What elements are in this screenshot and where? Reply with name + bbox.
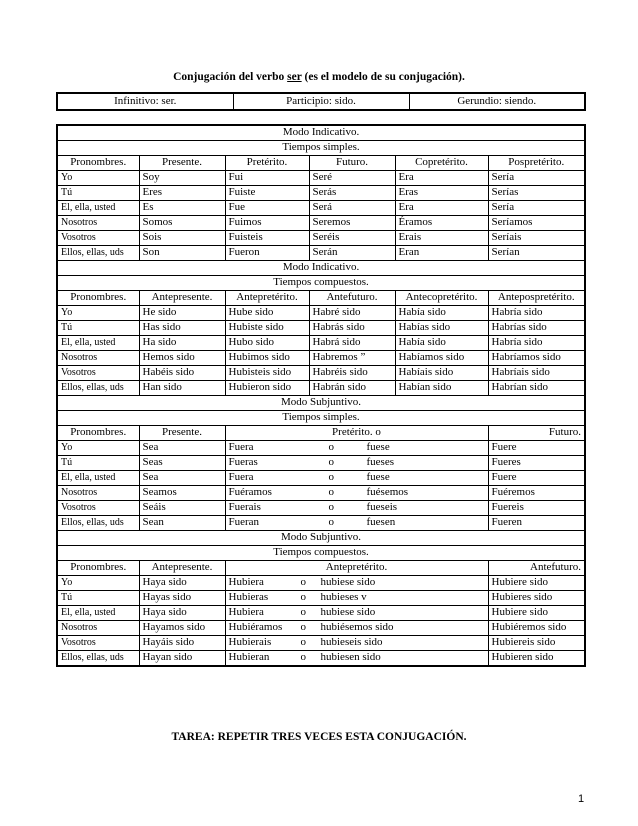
pronoun-cell: Nosotros: [57, 486, 139, 501]
conjugation-cell: Has sido: [139, 321, 225, 336]
tense-row: [57, 411, 585, 426]
conjugation-cell: Hubiste sido: [225, 321, 309, 336]
table-row: [57, 471, 585, 486]
preterito-cell: [225, 621, 488, 636]
pronoun-cell: El, ella, usted: [57, 471, 139, 486]
conjugation-cell: Hayas sido: [139, 591, 225, 606]
conjugation-cell: Fueres: [488, 456, 585, 471]
pronoun-cell: Yo: [57, 306, 139, 321]
column-header: Presente.: [139, 156, 225, 171]
table-row: [57, 516, 585, 531]
table-row: [57, 606, 585, 621]
preterito-cell: [225, 501, 488, 516]
conjugation-cell: Hubieron sido: [225, 381, 309, 396]
mode-label: Modo Indicativo.: [57, 125, 585, 141]
conjugation-cell: Hubisteis sido: [225, 366, 309, 381]
conjugation-cell: Será: [309, 201, 395, 216]
preterito-form-b: fueseis: [366, 501, 398, 514]
preterito-form-b: fueses: [366, 456, 394, 469]
page-number: 1: [578, 793, 585, 805]
preterito-form-a: Fuera: [228, 441, 254, 454]
preterito-form-b: hubiésemos sido: [320, 621, 394, 634]
column-header: Pretérito.: [225, 156, 309, 171]
pronoun-cell: Vosotros: [57, 636, 139, 651]
preterito-form-a: Fuerais: [228, 501, 261, 514]
conjugation-cell: Serás: [309, 186, 395, 201]
preterito-cell: [225, 651, 488, 667]
table-row: [57, 651, 585, 667]
preterito-cell: [225, 606, 488, 621]
table-row: [57, 216, 585, 231]
table-row: [57, 186, 585, 201]
preterito-conjunction: o: [300, 651, 306, 664]
preterito-form-b: hubiesen sido: [320, 651, 381, 664]
column-header: Pronombres.: [57, 291, 139, 306]
preterito-cell: [225, 441, 488, 456]
conjugation-cell: Éramos: [395, 216, 488, 231]
conjugation-cell: He sido: [139, 306, 225, 321]
conjugation-cell: Habíamos sido: [395, 351, 488, 366]
conjugation-cell: Fuere: [488, 471, 585, 486]
preterito-form-b: hubiese sido: [320, 576, 376, 589]
conjugation-cell: Hemos sido: [139, 351, 225, 366]
mode-row: [57, 396, 585, 411]
conjugation-cell: Seas: [139, 456, 225, 471]
preterito-cell: [225, 456, 488, 471]
pronoun-cell: Tú: [57, 186, 139, 201]
conjugation-cell: Seréis: [309, 231, 395, 246]
preterito-conjunction: o: [328, 456, 334, 469]
preterito-form-b: hubieses v: [320, 591, 367, 604]
preterito-form-b: hubiese sido: [320, 606, 376, 619]
conjugation-cell: Hayamos sido: [139, 621, 225, 636]
tense-row: [57, 141, 585, 156]
preterito-form-a: Hubiera: [228, 576, 264, 589]
conjugation-cell: Fuimos: [225, 216, 309, 231]
preterito-conjunction: o: [328, 501, 334, 514]
pronoun-cell: Tú: [57, 321, 139, 336]
conjugation-cell: Haya sido: [139, 576, 225, 591]
preterito-form-b: fuesen: [366, 516, 396, 529]
table-row: [57, 591, 585, 606]
preterito-form-a: Hubierais: [228, 636, 272, 649]
conjugation-cell: Había sido: [395, 306, 488, 321]
column-header: Pospretérito.: [488, 156, 585, 171]
table-row: [57, 366, 585, 381]
preterito-conjunction: o: [300, 576, 306, 589]
conjugation-cell: Habíais sido: [395, 366, 488, 381]
pronoun-cell: Nosotros: [57, 621, 139, 636]
pronoun-cell: Nosotros: [57, 351, 139, 366]
column-header: Antefuturo.: [309, 291, 395, 306]
table-row: [57, 621, 585, 636]
tense-label: Tiempos simples.: [57, 141, 585, 156]
title-prefix: Conjugación del verbo: [173, 71, 288, 83]
pronoun-cell: Yo: [57, 171, 139, 186]
conjugation-cell: Habría sido: [488, 306, 585, 321]
table-row: [57, 231, 585, 246]
preterito-conjunction: o: [300, 591, 306, 604]
preterito-form-a: Hubiéramos: [228, 621, 283, 634]
title-verb: ser: [287, 71, 302, 83]
conjugation-cell: Sea: [139, 441, 225, 456]
column-header: Antepresente.: [139, 291, 225, 306]
conjugation-cell: Hubimos sido: [225, 351, 309, 366]
conjugation-cell: Hubiéremos sido: [488, 621, 585, 636]
preterito-conjunction: o: [300, 621, 306, 634]
preterito-form-a: Fuéramos: [228, 486, 272, 499]
table-row: [57, 351, 585, 366]
column-header: Antecopretérito.: [395, 291, 488, 306]
table-row: [57, 381, 585, 396]
conjugation-cell: Era: [395, 171, 488, 186]
tense-label: Tiempos compuestos.: [57, 276, 585, 291]
column-header: Futuro.: [309, 156, 395, 171]
pronoun-cell: Yo: [57, 441, 139, 456]
column-header: Pronombres.: [57, 426, 139, 441]
table-row: [57, 306, 585, 321]
participio-cell: Participio: sido.: [233, 93, 409, 110]
pronoun-cell: Ellos, ellas, uds: [57, 516, 139, 531]
header-row: [57, 156, 585, 171]
homework-note: TAREA: REPETIR TRES VECES ESTA CONJUGACIÓN.: [171, 731, 467, 743]
conjugation-cell: Seremos: [309, 216, 395, 231]
conjugation-cell: Hubiereis sido: [488, 636, 585, 651]
conjugation-cell: Hubieren sido: [488, 651, 585, 667]
pronoun-cell: El, ella, usted: [57, 336, 139, 351]
pronoun-cell: Ellos, ellas, uds: [57, 246, 139, 261]
column-header: Copretérito.: [395, 156, 488, 171]
column-header: Antepospretérito.: [488, 291, 585, 306]
conjugation-cell: Habrán sido: [309, 381, 395, 396]
conjugation-cell: Seríais: [488, 231, 585, 246]
conjugation-cell: Fui: [225, 171, 309, 186]
conjugation-cell: Fueren: [488, 516, 585, 531]
preterito-conjunction: o: [328, 516, 334, 529]
preterito-form-a: Fueran: [228, 516, 260, 529]
conjugation-cell: Fuere: [488, 441, 585, 456]
table-row: [57, 576, 585, 591]
pronoun-cell: Yo: [57, 576, 139, 591]
column-header: Antefuturo.: [488, 561, 585, 576]
conjugation-cell: Habían sido: [395, 381, 488, 396]
conjugation-cell: Habrás sido: [309, 321, 395, 336]
mode-label: Modo Indicativo.: [57, 261, 585, 276]
header-row: [57, 426, 585, 441]
conjugation-cell: Ha sido: [139, 336, 225, 351]
tense-row: [57, 276, 585, 291]
pronoun-cell: El, ella, usted: [57, 201, 139, 216]
preterito-form-b: fuésemos: [366, 486, 409, 499]
pronoun-cell: Vosotros: [57, 231, 139, 246]
table-row: [57, 201, 585, 216]
conjugation-cell: Hubieres sido: [488, 591, 585, 606]
pronoun-cell: Nosotros: [57, 216, 139, 231]
conjugation-cell: Seríamos: [488, 216, 585, 231]
conjugation-cell: Habríais sido: [488, 366, 585, 381]
column-header: Pretérito. o: [225, 426, 488, 441]
conjugation-cell: Hube sido: [225, 306, 309, 321]
conjugation-cell: Eras: [395, 186, 488, 201]
header-row: [57, 561, 585, 576]
conjugation-cell: Son: [139, 246, 225, 261]
table-row: [57, 456, 585, 471]
mode-row: [57, 125, 585, 141]
preterito-cell: [225, 516, 488, 531]
conjugation-cell: Hubiere sido: [488, 606, 585, 621]
tense-label: Tiempos simples.: [57, 411, 585, 426]
conjugation-cell: Soy: [139, 171, 225, 186]
table-row: [57, 321, 585, 336]
title-suffix: (es el modelo de su conjugación).: [301, 71, 465, 83]
preterito-conjunction: o: [300, 636, 306, 649]
conjugation-cell: Habríamos sido: [488, 351, 585, 366]
conjugation-cell: Fue: [225, 201, 309, 216]
conjugation-cell: Es: [139, 201, 225, 216]
conjugation-cell: Eran: [395, 246, 488, 261]
preterito-conjunction: o: [300, 606, 306, 619]
conjugation-cell: Habremos ”: [309, 351, 395, 366]
column-header: Antepresente.: [139, 561, 225, 576]
conjugation-cell: Seáis: [139, 501, 225, 516]
conjugation-cell: Hayan sido: [139, 651, 225, 667]
conjugation-cell: Serían: [488, 246, 585, 261]
preterito-form-a: Fuera: [228, 471, 254, 484]
mode-row: [57, 261, 585, 276]
table-row: [57, 246, 585, 261]
preterito-cell: [225, 576, 488, 591]
conjugation-cell: Habría sido: [488, 336, 585, 351]
infinitivo-cell: Infinitivo: ser.: [57, 93, 233, 110]
conjugation-cell: Sean: [139, 516, 225, 531]
conjugation-cell: Seré: [309, 171, 395, 186]
conjugation-body: [57, 125, 585, 666]
tense-row: [57, 546, 585, 561]
conjugation-cell: Habrías sido: [488, 321, 585, 336]
pronoun-cell: Ellos, ellas, uds: [57, 381, 139, 396]
preterito-cell: [225, 486, 488, 501]
conjugation-cell: Serán: [309, 246, 395, 261]
conjugation-cell: Fueron: [225, 246, 309, 261]
mode-row: [57, 531, 585, 546]
table-row: [57, 486, 585, 501]
preterito-form-a: Hubieran: [228, 651, 270, 664]
column-header: Pronombres.: [57, 156, 139, 171]
pronoun-cell: Ellos, ellas, uds: [57, 651, 139, 667]
conjugation-cell: Sea: [139, 471, 225, 486]
conjugation-cell: Sois: [139, 231, 225, 246]
preterito-conjunction: o: [328, 471, 334, 484]
conjugation-cell: Fuisteis: [225, 231, 309, 246]
preterito-form-a: Hubieras: [228, 591, 269, 604]
pronoun-cell: Tú: [57, 591, 139, 606]
column-header: Pronombres.: [57, 561, 139, 576]
conjugation-table: [56, 124, 586, 667]
conjugation-cell: Habréis sido: [309, 366, 395, 381]
pronoun-cell: Tú: [57, 456, 139, 471]
table-row: [57, 501, 585, 516]
conjugation-cell: Habrá sido: [309, 336, 395, 351]
preterito-form-b: fuese: [366, 441, 390, 454]
preterito-cell: [225, 471, 488, 486]
conjugation-cell: Hubo sido: [225, 336, 309, 351]
header-row: [57, 291, 585, 306]
conjugation-cell: Eres: [139, 186, 225, 201]
conjugation-cell: Somos: [139, 216, 225, 231]
column-header: Antepretérito.: [225, 561, 488, 576]
conjugation-cell: Serías: [488, 186, 585, 201]
conjugation-cell: Fuéremos: [488, 486, 585, 501]
summary-table: [56, 92, 586, 111]
preterito-form-a: Hubiera: [228, 606, 264, 619]
preterito-form-a: Fueras: [228, 456, 258, 469]
table-row: [57, 636, 585, 651]
conjugation-cell: Habías sido: [395, 321, 488, 336]
document-title: [0, 71, 638, 83]
preterito-cell: [225, 636, 488, 651]
preterito-form-b: fuese: [366, 471, 390, 484]
gerundio-cell: Gerundio: siendo.: [409, 93, 585, 110]
conjugation-cell: Fuiste: [225, 186, 309, 201]
conjugation-cell: Seamos: [139, 486, 225, 501]
conjugation-cell: Sería: [488, 171, 585, 186]
conjugation-cell: Hubiere sido: [488, 576, 585, 591]
preterito-form-b: hubieseis sido: [320, 636, 383, 649]
conjugation-cell: Habéis sido: [139, 366, 225, 381]
conjugation-cell: Habrían sido: [488, 381, 585, 396]
preterito-cell: [225, 591, 488, 606]
pronoun-cell: Vosotros: [57, 366, 139, 381]
conjugation-cell: Erais: [395, 231, 488, 246]
conjugation-cell: Hayáis sido: [139, 636, 225, 651]
conjugation-cell: Habré sido: [309, 306, 395, 321]
conjugation-cell: Han sido: [139, 381, 225, 396]
column-header: Presente.: [139, 426, 225, 441]
table-row: [57, 171, 585, 186]
conjugation-cell: Era: [395, 201, 488, 216]
conjugation-cell: Fuereis: [488, 501, 585, 516]
pronoun-cell: Vosotros: [57, 501, 139, 516]
column-header: Antepretérito.: [225, 291, 309, 306]
preterito-conjunction: o: [328, 486, 334, 499]
column-header: Futuro.: [488, 426, 585, 441]
table-row: [57, 336, 585, 351]
pronoun-cell: El, ella, usted: [57, 606, 139, 621]
conjugation-cell: Sería: [488, 201, 585, 216]
conjugation-cell: Había sido: [395, 336, 488, 351]
mode-label: Modo Subjuntivo.: [57, 531, 585, 546]
tense-label: Tiempos compuestos.: [57, 546, 585, 561]
preterito-conjunction: o: [328, 441, 334, 454]
mode-label: Modo Subjuntivo.: [57, 396, 585, 411]
conjugation-cell: Haya sido: [139, 606, 225, 621]
table-row: [57, 441, 585, 456]
